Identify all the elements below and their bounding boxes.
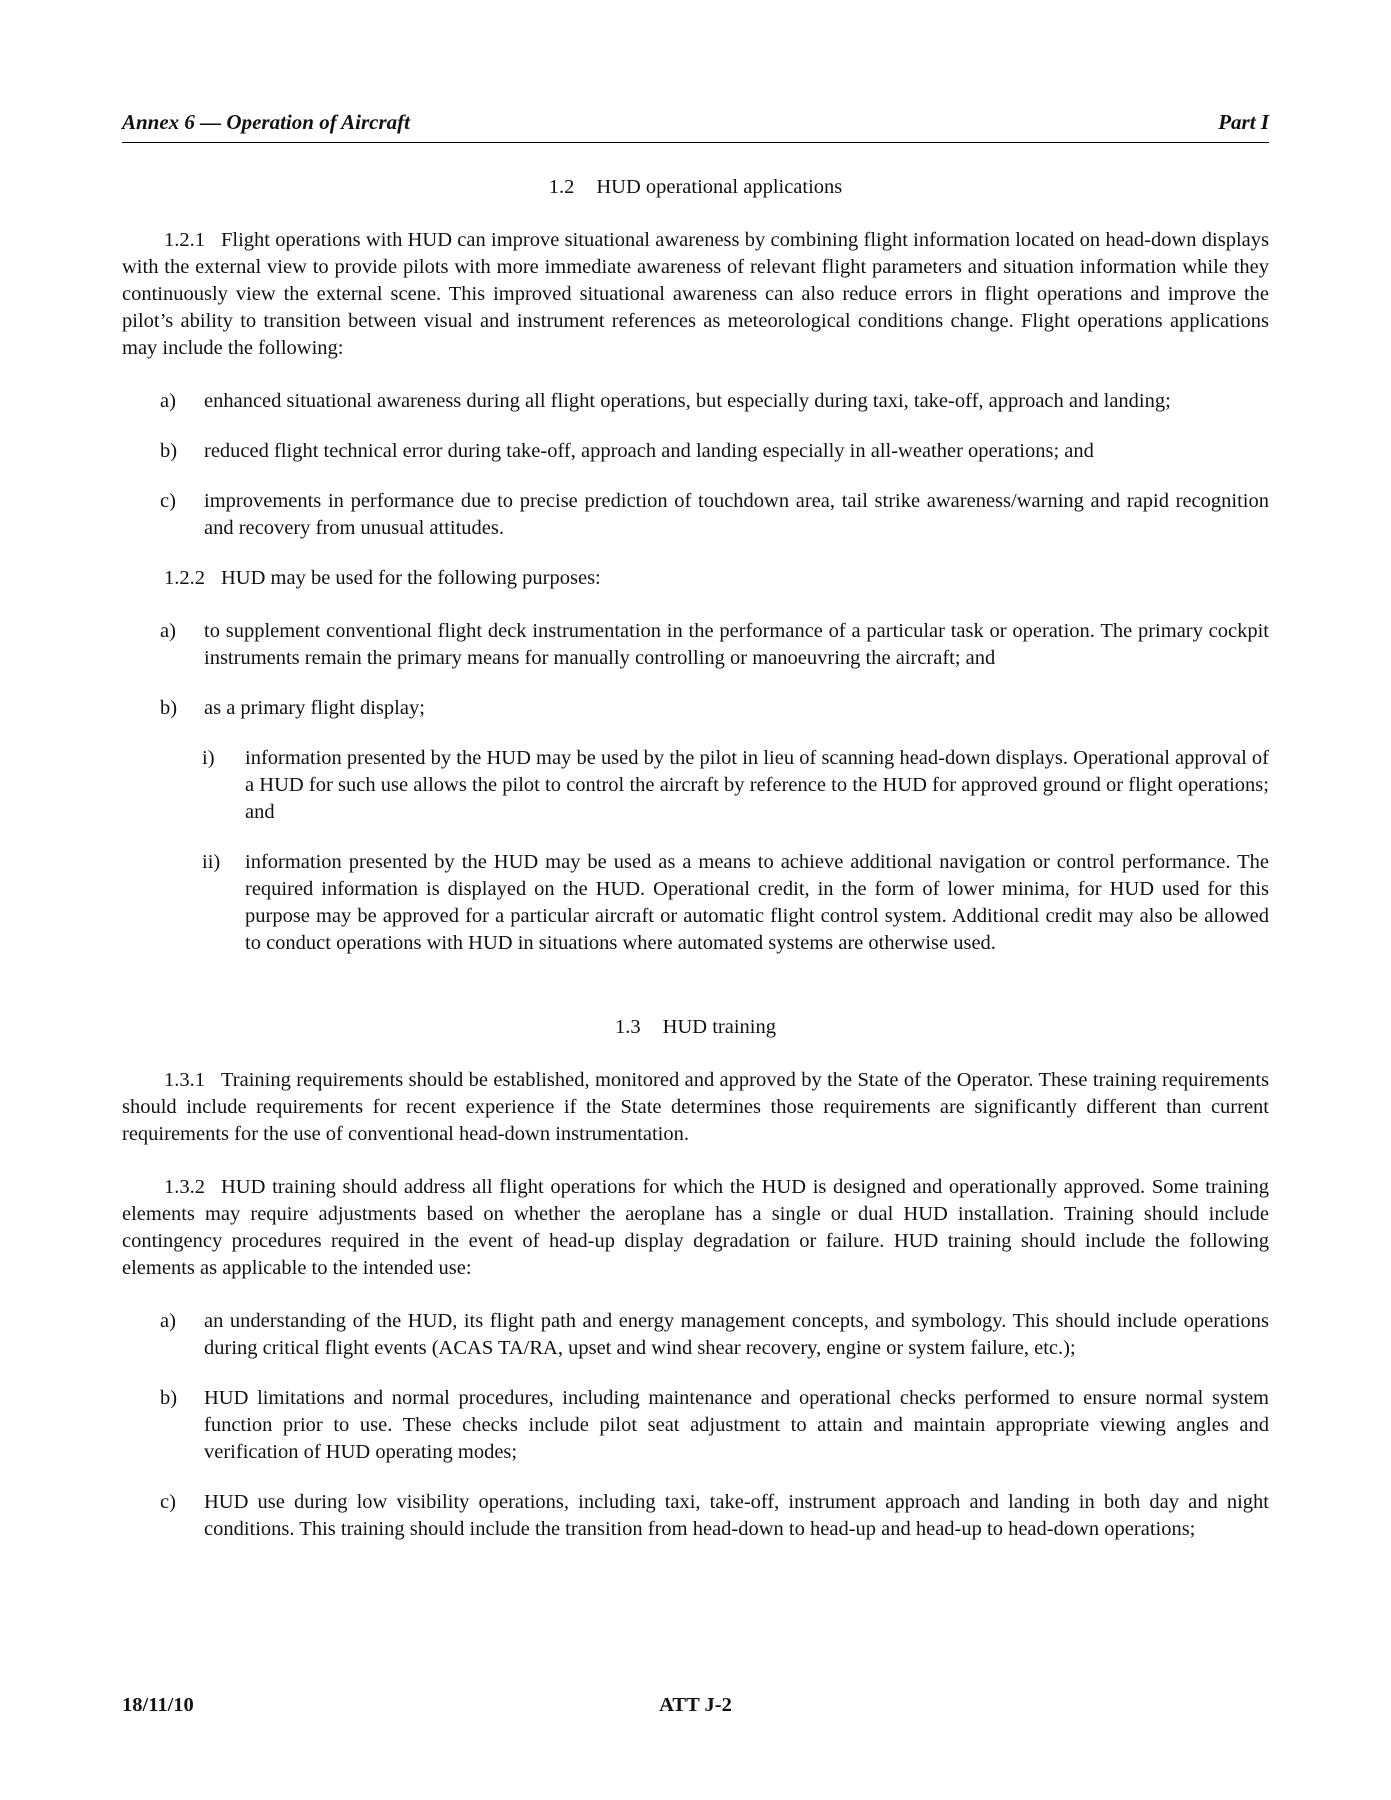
section-heading-1-2: [122, 174, 1269, 201]
list-item-label: a): [160, 390, 176, 412]
section-number: 1.3: [615, 1016, 641, 1038]
sub-list-item-label: i): [202, 747, 215, 769]
paragraph-number: 1.3.1: [164, 1069, 205, 1091]
list-item: [122, 1489, 1269, 1543]
list-item-text: an understanding of the HUD, its flight path and energy management concepts, and symbology. This should include operations during critical flight events (ACAS TA/RA, upset and wind shear recovery, engine or system failure, etc.);: [204, 1310, 1269, 1359]
list-item-text: as a primary flight display;: [204, 697, 425, 719]
sub-list-item: [122, 849, 1269, 957]
paragraph-number: 1.2.2: [164, 567, 205, 589]
paragraph-1-2-2: [122, 565, 1269, 592]
list-item-label: b): [160, 697, 178, 719]
paragraph-1-2-1: [122, 227, 1269, 362]
list-item-label: b): [160, 440, 178, 462]
paragraph-number: 1.2.1: [164, 229, 205, 251]
list-item-text: reduced flight technical error during take-off, approach and landing especially in all-weather operations; and: [204, 440, 1094, 462]
body-text: [122, 174, 1269, 1566]
list-item-text: to supplement conventional flight deck instrumentation in the performance of a particular task or operation. The primary cockpit instruments remain the primary means for manually controlling or manoeuvring the aircraft; and: [204, 620, 1269, 669]
page-number: ATT J-2: [659, 1694, 732, 1716]
list-item: [122, 1308, 1269, 1362]
sub-list-item-label: ii): [202, 851, 221, 873]
sub-list-item-text: information presented by the HUD may be used by the pilot in lieu of scanning head-down displays. Operational approval of a HUD for such use allows the pilot to control the aircraft by reference to the HUD for approved ground or flight operations; and: [245, 747, 1269, 823]
paragraph-1-3-2: [122, 1174, 1269, 1282]
paragraph-1-3-1: [122, 1067, 1269, 1148]
list-item-label: c): [160, 490, 176, 512]
list-item-label: c): [160, 1491, 176, 1513]
list-item: [122, 1385, 1269, 1466]
section-spacer: [122, 980, 1269, 1014]
paragraph-number: 1.3.2: [164, 1176, 205, 1198]
list-item-text: improvements in performance due to precise prediction of touchdown area, tail strike awareness/warning and rapid recognition and recovery from unusual attitudes.: [204, 490, 1269, 539]
list-item-label: a): [160, 620, 176, 642]
list-item: [122, 695, 1269, 722]
section-heading-1-3: [122, 1014, 1269, 1041]
paragraph-text: HUD may be used for the following purposes:: [221, 567, 601, 589]
section-number: 1.2: [548, 176, 575, 198]
footer-date: 18/11/10: [122, 1694, 194, 1716]
sub-list-item-text: information presented by the HUD may be used as a means to achieve additional navigation or control performance. The required information is displayed on the HUD. Operational credit, in the form of lower minima, for HUD used for this purpose may be approved for a particular aircraft or automatic flight control system. Additional credit may also be allowed to conduct operations with HUD in situations where automated systems are otherwise used.: [245, 851, 1269, 954]
list-item-text: HUD use during low visibility operations, including taxi, take-off, instrument approach and landing in both day and night conditions. This training should include the transition from head-down to head-up and head-up to head-down operations;: [204, 1491, 1269, 1540]
header-title: Annex 6 — Operation of Aircraft: [122, 110, 410, 134]
list-item: [122, 388, 1269, 415]
list-item-label: a): [160, 1310, 176, 1332]
list-item: [122, 488, 1269, 542]
list-item-label: b): [160, 1387, 178, 1409]
sub-list-item: [122, 745, 1269, 826]
running-header: [122, 110, 1269, 143]
list-item: [122, 618, 1269, 672]
paragraph-text: HUD training should address all flight operations for which the HUD is designed and operationally approved. Some training elements may require adjustments based on whether the aeroplane has a single or dual HUD installation. Training should include contingency procedures required in the event of head-up display degradation or failure. HUD training should include the following elements as applicable to the intended use:: [122, 1176, 1269, 1279]
list-item: [122, 438, 1269, 465]
paragraph-text: Flight operations with HUD can improve situational awareness by combining flight information located on head-down displays with the external view to provide pilots with more immediate awareness of relevant flight parameters and situation information while they continuously view the external scene. This improved situational awareness can also reduce errors in flight operations and improve the pilot’s ability to transition between visual and instrument references as meteorological conditions change. Flight operations applications may include the following:: [122, 229, 1269, 359]
list-item-text: enhanced situational awareness during all flight operations, but especially during taxi, take-off, approach and landing;: [204, 390, 1171, 412]
header-part: Part I: [1218, 110, 1269, 134]
section-title: HUD training: [662, 1016, 776, 1038]
document-page: [122, 0, 1269, 1800]
paragraph-text: Training requirements should be established, monitored and approved by the State of the Operator. These training requirements should include requirements for recent experience if the State determines those requirements are significantly different than current requirements for the use of conventional head-down instrumentation.: [122, 1069, 1269, 1145]
list-item-text: HUD limitations and normal procedures, including maintenance and operational checks performed to ensure normal system function prior to use. These checks include pilot seat adjustment to attain and maintain appropriate viewing angles and verification of HUD operating modes;: [204, 1387, 1269, 1463]
section-title: HUD operational applications: [596, 176, 843, 198]
